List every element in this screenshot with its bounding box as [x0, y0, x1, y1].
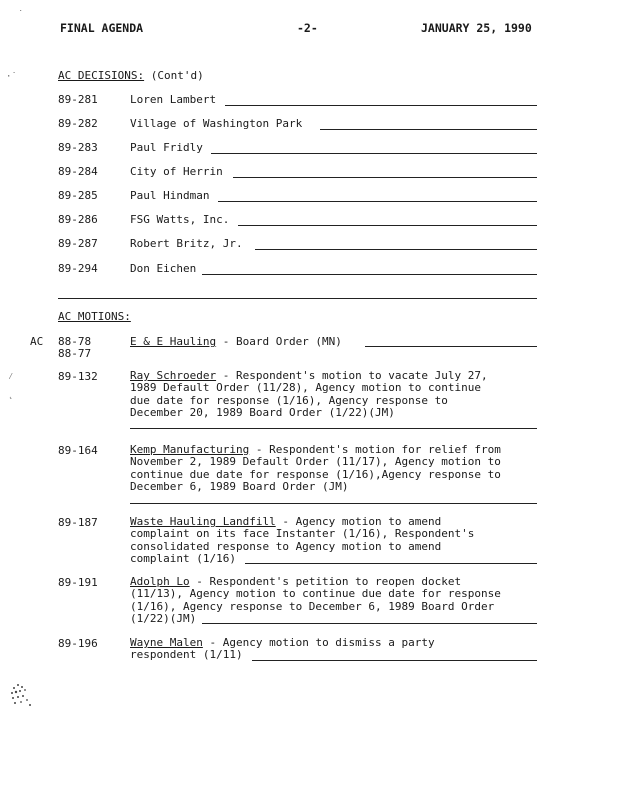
- decision-number: 89-283: [58, 141, 98, 154]
- motion-line: - Respondent's motion to vacate July 27,: [216, 369, 488, 382]
- motion-line: - Respondent's petition to reopen docket: [189, 575, 462, 588]
- decisions-heading-label: AC DECISIONS:: [58, 69, 145, 82]
- motion-text: [130, 637, 435, 662]
- motion-number: 89-164: [58, 444, 98, 457]
- motion-line: (1/16), Agency response to December 6, 1989 Board Order: [130, 599, 495, 613]
- decision-party: Don Eichen: [130, 262, 197, 275]
- decision-party: Paul Hindman: [130, 189, 210, 202]
- motion-line: - Agency motion to dismiss a party: [202, 636, 435, 649]
- decision-signature-line: [233, 177, 537, 178]
- motion-line: December 20, 1989 Board Order (1/22)(JM): [130, 405, 395, 419]
- motion-party: Ray Schroeder: [130, 369, 217, 382]
- motion-number: 89-191: [58, 576, 98, 589]
- motion-text: [130, 516, 474, 565]
- decision-number: 89-285: [58, 189, 98, 202]
- section-divider: [58, 298, 537, 299]
- decision-number: 89-294: [58, 262, 98, 275]
- motion-line: continue due date for response (1/16),Agency response to: [130, 467, 501, 481]
- motion-line: - Respondent's motion for relief from: [249, 443, 501, 456]
- motion-line: November 2, 1989 Default Order (11/17), Agency motion to: [130, 455, 501, 469]
- motion-party: Wayne Malen: [130, 636, 203, 649]
- motion-line: (1/22)(JM): [130, 611, 197, 625]
- motion-label: AC: [30, 335, 44, 348]
- decision-party: Loren Lambert: [130, 93, 217, 106]
- motion-line: complaint on its face Instanter (1/16), Respondent's: [130, 527, 475, 541]
- decision-party: City of Herrin: [130, 165, 223, 178]
- motion-text: [130, 335, 342, 348]
- motion-signature-line: [252, 660, 537, 661]
- motion-line: - Board Order (MN): [216, 335, 342, 348]
- scan-mark: ˙: [18, 10, 24, 20]
- decision-number: 89-281: [58, 93, 98, 106]
- decision-party: Robert Britz, Jr.: [130, 237, 243, 250]
- motion-line: consolidated response to Agency motion to amend: [130, 539, 442, 553]
- agenda-title: FINAL AGENDA: [60, 21, 144, 35]
- motion-signature-line: [245, 563, 537, 564]
- motion-text: [130, 576, 501, 625]
- motion-line: respondent (1/11): [130, 648, 243, 662]
- motion-party: Kemp Manufacturing: [130, 443, 250, 456]
- motion-signature-line: [130, 503, 537, 504]
- motion-number-secondary: 88-77: [58, 347, 92, 360]
- decision-signature-line: [255, 249, 537, 250]
- decision-number: 89-286: [58, 213, 98, 226]
- motion-party: Waste Hauling Landfill: [130, 515, 276, 528]
- motion-signature-line: [365, 346, 537, 347]
- motion-number: 89-132: [58, 370, 98, 383]
- motion-line: December 6, 1989 Board Order (JM): [130, 479, 349, 493]
- decision-party: Paul Fridly: [130, 141, 203, 154]
- decision-signature-line: [320, 129, 537, 130]
- decision-signature-line: [211, 153, 537, 154]
- decisions-heading-suffix: (Cont'd): [144, 69, 204, 82]
- motion-line: (11/13), Agency motion to continue due date for response: [130, 587, 501, 601]
- decision-signature-line: [218, 201, 537, 202]
- motion-text: [130, 370, 488, 419]
- motion-line: complaint (1/16): [130, 551, 236, 565]
- decision-signature-line: [202, 274, 537, 275]
- motion-signature-line: [130, 428, 537, 429]
- decision-party: FSG Watts, Inc.: [130, 213, 230, 226]
- decision-number: 89-284: [58, 165, 98, 178]
- decision-number: 89-282: [58, 117, 98, 130]
- scan-mark: ⁄: [8, 372, 14, 382]
- page-number: -2-: [297, 21, 318, 35]
- motion-party: Adolph Lo: [130, 575, 190, 588]
- decision-signature-line: [238, 225, 537, 226]
- scan-mark: ·˙: [6, 72, 17, 82]
- decision-number: 89-287: [58, 237, 98, 250]
- motion-signature-line: [202, 623, 537, 624]
- motions-heading: AC MOTIONS:: [58, 310, 131, 323]
- motion-number: 88-78: [58, 335, 92, 348]
- motion-line: - Agency motion to amend: [275, 515, 442, 528]
- agenda-date: JANUARY 25, 1990: [421, 21, 532, 35]
- binder-hole-mark: [6, 678, 36, 710]
- decisions-heading: [58, 69, 204, 82]
- motion-number: 89-196: [58, 637, 98, 650]
- motion-line: due date for response (1/16), Agency response to: [130, 393, 448, 407]
- decision-party: Village of Washington Park: [130, 117, 303, 130]
- motion-line: 1989 Default Order (11/28), Agency motion to continue: [130, 381, 481, 395]
- scan-mark: ˛: [8, 390, 14, 400]
- motion-party: E & E Hauling: [130, 335, 217, 348]
- motion-number: 89-187: [58, 516, 98, 529]
- motion-text: [130, 444, 501, 493]
- decision-signature-line: [225, 105, 537, 106]
